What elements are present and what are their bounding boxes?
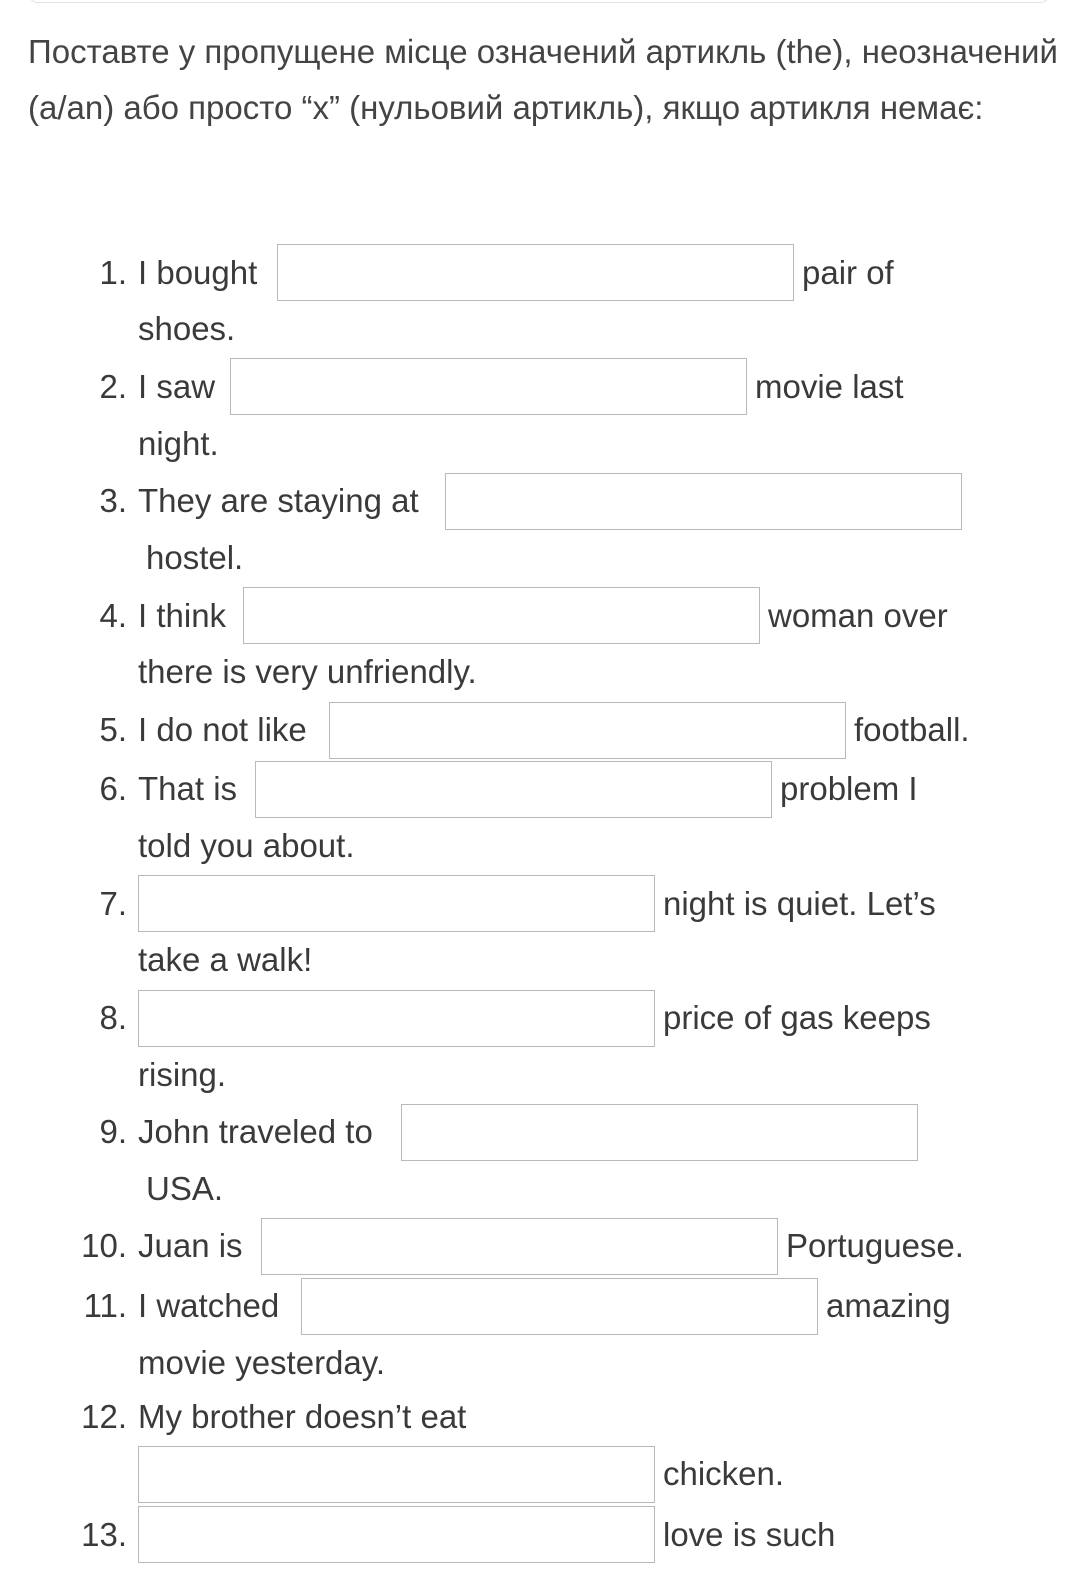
answer-input-2[interactable]	[230, 358, 747, 415]
item-text-before: My brother doesn’t eat	[138, 1398, 467, 1435]
item-number: 9.	[99, 1113, 127, 1150]
item-text-after: love is such	[663, 1516, 836, 1553]
answer-input-13[interactable]	[138, 1506, 655, 1563]
exercise-instruction: Поставте у пропущене місце означений артикль (the), неозначений (a/an) або просто “x” (нульовий артикль), якщо артикля немає:	[28, 33, 1058, 126]
answer-input-4[interactable]	[243, 587, 760, 644]
item-text-continuation: hostel.	[146, 539, 244, 576]
item-text-before: I saw	[138, 368, 216, 405]
item-text-continuation: rising.	[138, 1056, 227, 1093]
item-text-continuation: told you about.	[138, 827, 355, 864]
item-text-after: football.	[854, 711, 970, 748]
answer-input-3[interactable]	[445, 473, 962, 530]
item-text-after: pair of	[802, 254, 894, 291]
answer-input-10[interactable]	[261, 1218, 778, 1275]
item-number: 12.	[81, 1398, 127, 1435]
answer-input-5[interactable]	[329, 702, 846, 759]
item-text-after: price of gas keeps	[663, 999, 931, 1036]
item-text-continuation: USA.	[146, 1170, 224, 1207]
item-text-before: I watched	[138, 1287, 280, 1324]
item-text-after: problem I	[780, 770, 918, 807]
item-number: 8.	[99, 999, 127, 1036]
item-text-before: I bought	[138, 254, 258, 291]
answer-input-7[interactable]	[138, 875, 655, 932]
answer-input-11[interactable]	[301, 1278, 818, 1335]
item-number: 7.	[99, 885, 127, 922]
item-text-before: They are staying at	[138, 482, 419, 519]
answer-input-1[interactable]	[277, 244, 794, 301]
item-text-after: chicken.	[663, 1455, 785, 1492]
item-text-continuation: shoes.	[138, 310, 236, 347]
item-number: 2.	[99, 368, 127, 405]
answer-input-9[interactable]	[401, 1104, 918, 1161]
item-number: 10.	[81, 1227, 127, 1264]
item-number: 3.	[99, 482, 127, 519]
item-number: 13.	[81, 1516, 127, 1553]
item-text-continuation: take a walk!	[138, 941, 313, 978]
item-number: 4.	[99, 597, 127, 634]
item-number: 11.	[83, 1287, 127, 1324]
answer-input-12[interactable]	[138, 1446, 655, 1503]
item-number: 6.	[99, 770, 127, 807]
item-text-after: night is quiet. Let’s	[663, 885, 936, 922]
item-text-before: John traveled to	[138, 1113, 373, 1150]
item-number: 5.	[99, 711, 127, 748]
item-text-before: Juan is	[138, 1227, 243, 1264]
item-text-after: Portuguese.	[786, 1227, 964, 1264]
item-text-before: I do not like	[138, 711, 307, 748]
card-top-edge	[28, 0, 1050, 3]
answer-input-8[interactable]	[138, 990, 655, 1047]
item-text-continuation: there is very unfriendly.	[138, 653, 477, 690]
item-text-after: movie last	[755, 368, 904, 405]
item-text-after: woman over	[768, 597, 948, 634]
item-number: 1.	[99, 254, 127, 291]
item-text-continuation: night.	[138, 425, 219, 462]
item-text-continuation: movie yesterday.	[138, 1344, 385, 1381]
item-text-before: I think	[138, 597, 227, 634]
item-text-after: amazing	[826, 1287, 951, 1324]
item-text-before: That is	[138, 770, 238, 807]
answer-input-6[interactable]	[255, 761, 772, 818]
